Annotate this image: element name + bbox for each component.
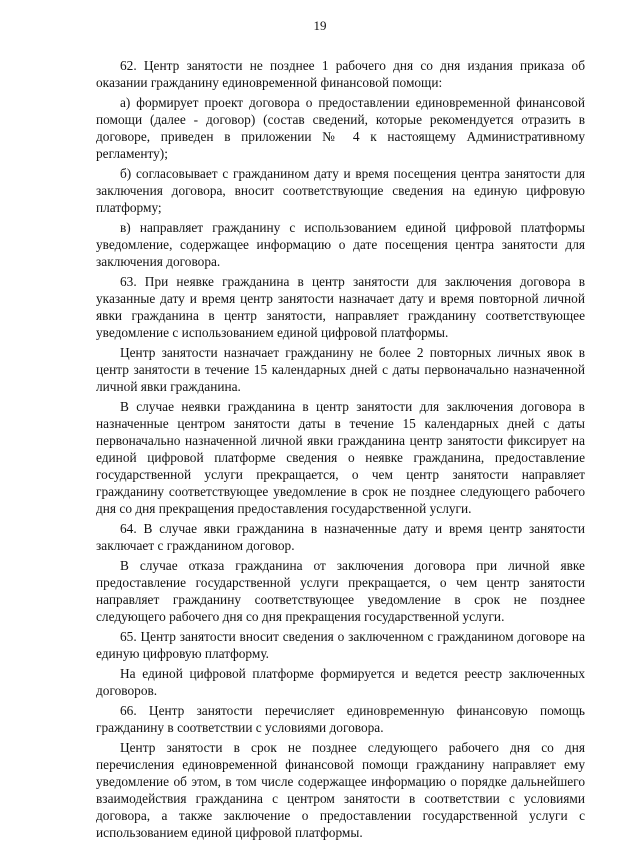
paragraph-62-a: а) формирует проект договора о предоставлении единовременной финансовой помощи (далее - договор) (состав сведений, которые рекомендуется отразить в договоре, приведен в приложении № 4 к настоящему Административному регламенту); xyxy=(96,95,585,161)
paragraph-65: 65. Центр занятости вносит сведения о заключенном с гражданином договоре на единую цифровую платформу. xyxy=(96,629,585,661)
paragraph-64: 64. В случае явки гражданина в назначенные дату и время центр занятости заключает с гражданином договор. xyxy=(96,521,585,553)
document-body xyxy=(96,57,585,841)
paragraph-62-b: б) согласовывает с гражданином дату и время посещения центра занятости для заключения договора, вносит соответствующие сведения на единую цифровую платформу; xyxy=(96,166,585,215)
paragraph-66-notification: Центр занятости в срок не позднее следующего рабочего дня со дня перечисления единовременной финансовой помощи гражданину направляет ему уведомление об этом, в том числе содержащее информацию о порядке дальнейшего взаимодействия гражданина с центром занятости в соответствии с условиями договора, а также заключение о предоставлении государственной услуги с использованием единой цифровой платформы. xyxy=(96,740,585,840)
page-number: 19 xyxy=(313,18,327,33)
paragraph-63-repeat-visits: Центр занятости назначает гражданину не более 2 повторных личных явок в центр занятости в течение 15 календарных дней с даты первоначально назначенной личной явки гражданина. xyxy=(96,345,585,394)
paragraph-64-refusal: В случае отказа гражданина от заключения договора при личной явке предоставление государственной услуги прекращается, о чем центр занятости направляет гражданину соответствующее уведомление в срок не позднее следующего рабочего дня со дня прекращения государственной услуги. xyxy=(96,558,585,624)
paragraph-66: 66. Центр занятости перечисляет единовременную финансовую помощь гражданину в соответствии с условиями договора. xyxy=(96,703,585,735)
paragraph-62: 62. Центр занятости не позднее 1 рабочего дня со дня издания приказа об оказании гражданину единовременной финансовой помощи: xyxy=(96,58,585,90)
paragraph-62-v: в) направляет гражданину с использованием единой цифровой платформы уведомление, содержащее информацию о дате посещения центра занятости для заключения договора. xyxy=(96,220,585,269)
paragraph-63-no-show: В случае неявки гражданина в центр занятости для заключения договора в назначенные центром занятости даты в течение 15 календарных дней с даты первоначально назначенной личной явки гражданина центр занятости фиксирует на единой цифровой платформе сведения о неявке гражданина, предоставление государственной услуги прекращается, о чем центр занятости направляет гражданину соответствующее уведомление в срок не позднее следующего рабочего дня со дня прекращения предоставления государственной услуги. xyxy=(96,399,585,516)
paragraph-63: 63. При неявке гражданина в центр занятости для заключения договора в указанные дату и время центр занятости назначает дату и время повторной личной явки гражданина в центр занятости, направляет гражданину соответствующее уведомление с использованием единой цифровой платформы. xyxy=(96,274,585,340)
paragraph-65-registry: На единой цифровой платформе формируется и ведется реестр заключенных договоров. xyxy=(96,666,585,698)
